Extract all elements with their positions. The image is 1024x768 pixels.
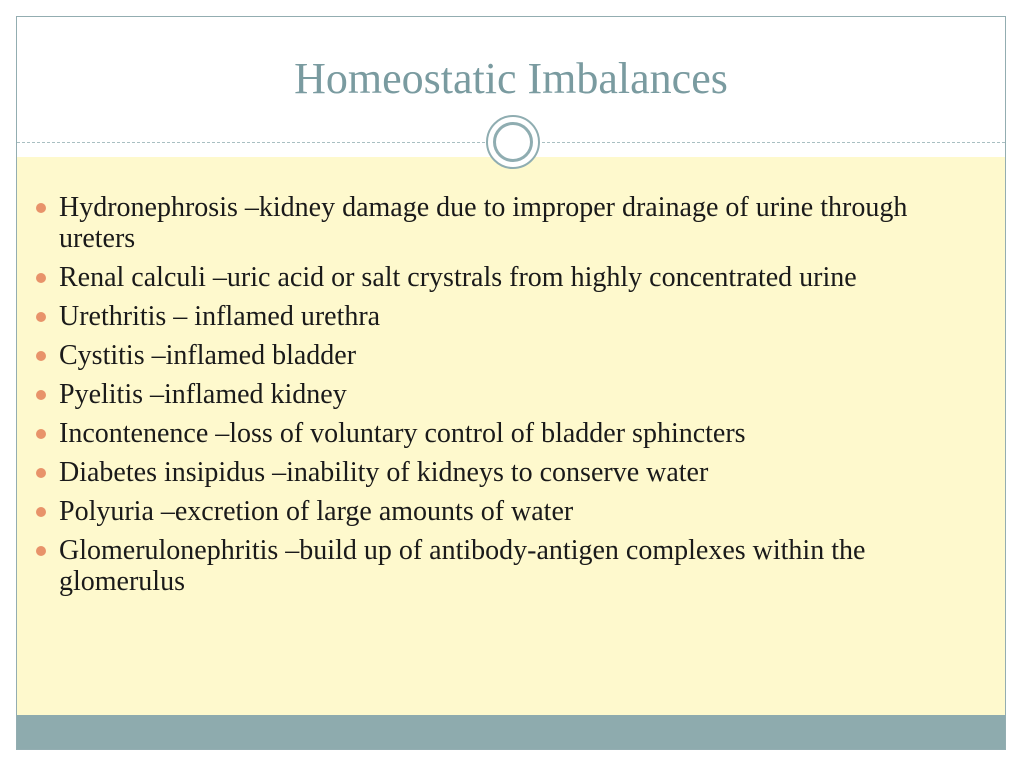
- bullet-dot-icon: [36, 351, 46, 361]
- bullet-item: [34, 418, 964, 449]
- bullet-item: [34, 192, 964, 254]
- bullet-text: Glomerulonephritis –build up of antibody-antigen complexes within the glomerulus: [59, 535, 866, 597]
- bullet-item: [34, 379, 964, 410]
- bullet-text: Renal calculi –uric acid or salt crystrals from highly concentrated urine: [59, 262, 857, 293]
- inner-circle: [493, 122, 533, 162]
- slide-title: Homeostatic Imbalances: [294, 54, 728, 103]
- double-circle-icon: [486, 115, 540, 169]
- bullet-text: Pyelitis –inflamed kidney: [59, 379, 347, 410]
- bullet-dot-icon: [36, 507, 46, 517]
- bullet-text: Diabetes insipidus –inability of kidneys to conserve water: [59, 457, 709, 488]
- bullet-item: [34, 457, 964, 488]
- bullet-text: Cystitis –inflamed bladder: [59, 340, 357, 371]
- bullet-text: Hydronephrosis –kidney damage due to improper drainage of urine through ureters: [59, 192, 908, 254]
- bullet-text: Polyuria –excretion of large amounts of water: [59, 496, 574, 527]
- bullet-dot-icon: [36, 429, 46, 439]
- bullet-item: [34, 301, 964, 332]
- bullet-item: [34, 262, 964, 293]
- bullet-list: [34, 192, 964, 605]
- bullet-dot-icon: [36, 546, 46, 556]
- bullet-text: Urethritis – inflamed urethra: [59, 301, 381, 332]
- bullet-dot-icon: [36, 390, 46, 400]
- bullet-dot-icon: [36, 468, 46, 478]
- bullet-dot-icon: [36, 203, 46, 213]
- bullet-dot-icon: [36, 273, 46, 283]
- bullet-dot-icon: [36, 312, 46, 322]
- footer-band: [17, 715, 1005, 749]
- bullet-item: [34, 340, 964, 371]
- bullet-item: [34, 535, 964, 597]
- bullet-text: Incontenence –loss of voluntary control of bladder sphincters: [59, 418, 746, 449]
- bullet-item: [34, 496, 964, 527]
